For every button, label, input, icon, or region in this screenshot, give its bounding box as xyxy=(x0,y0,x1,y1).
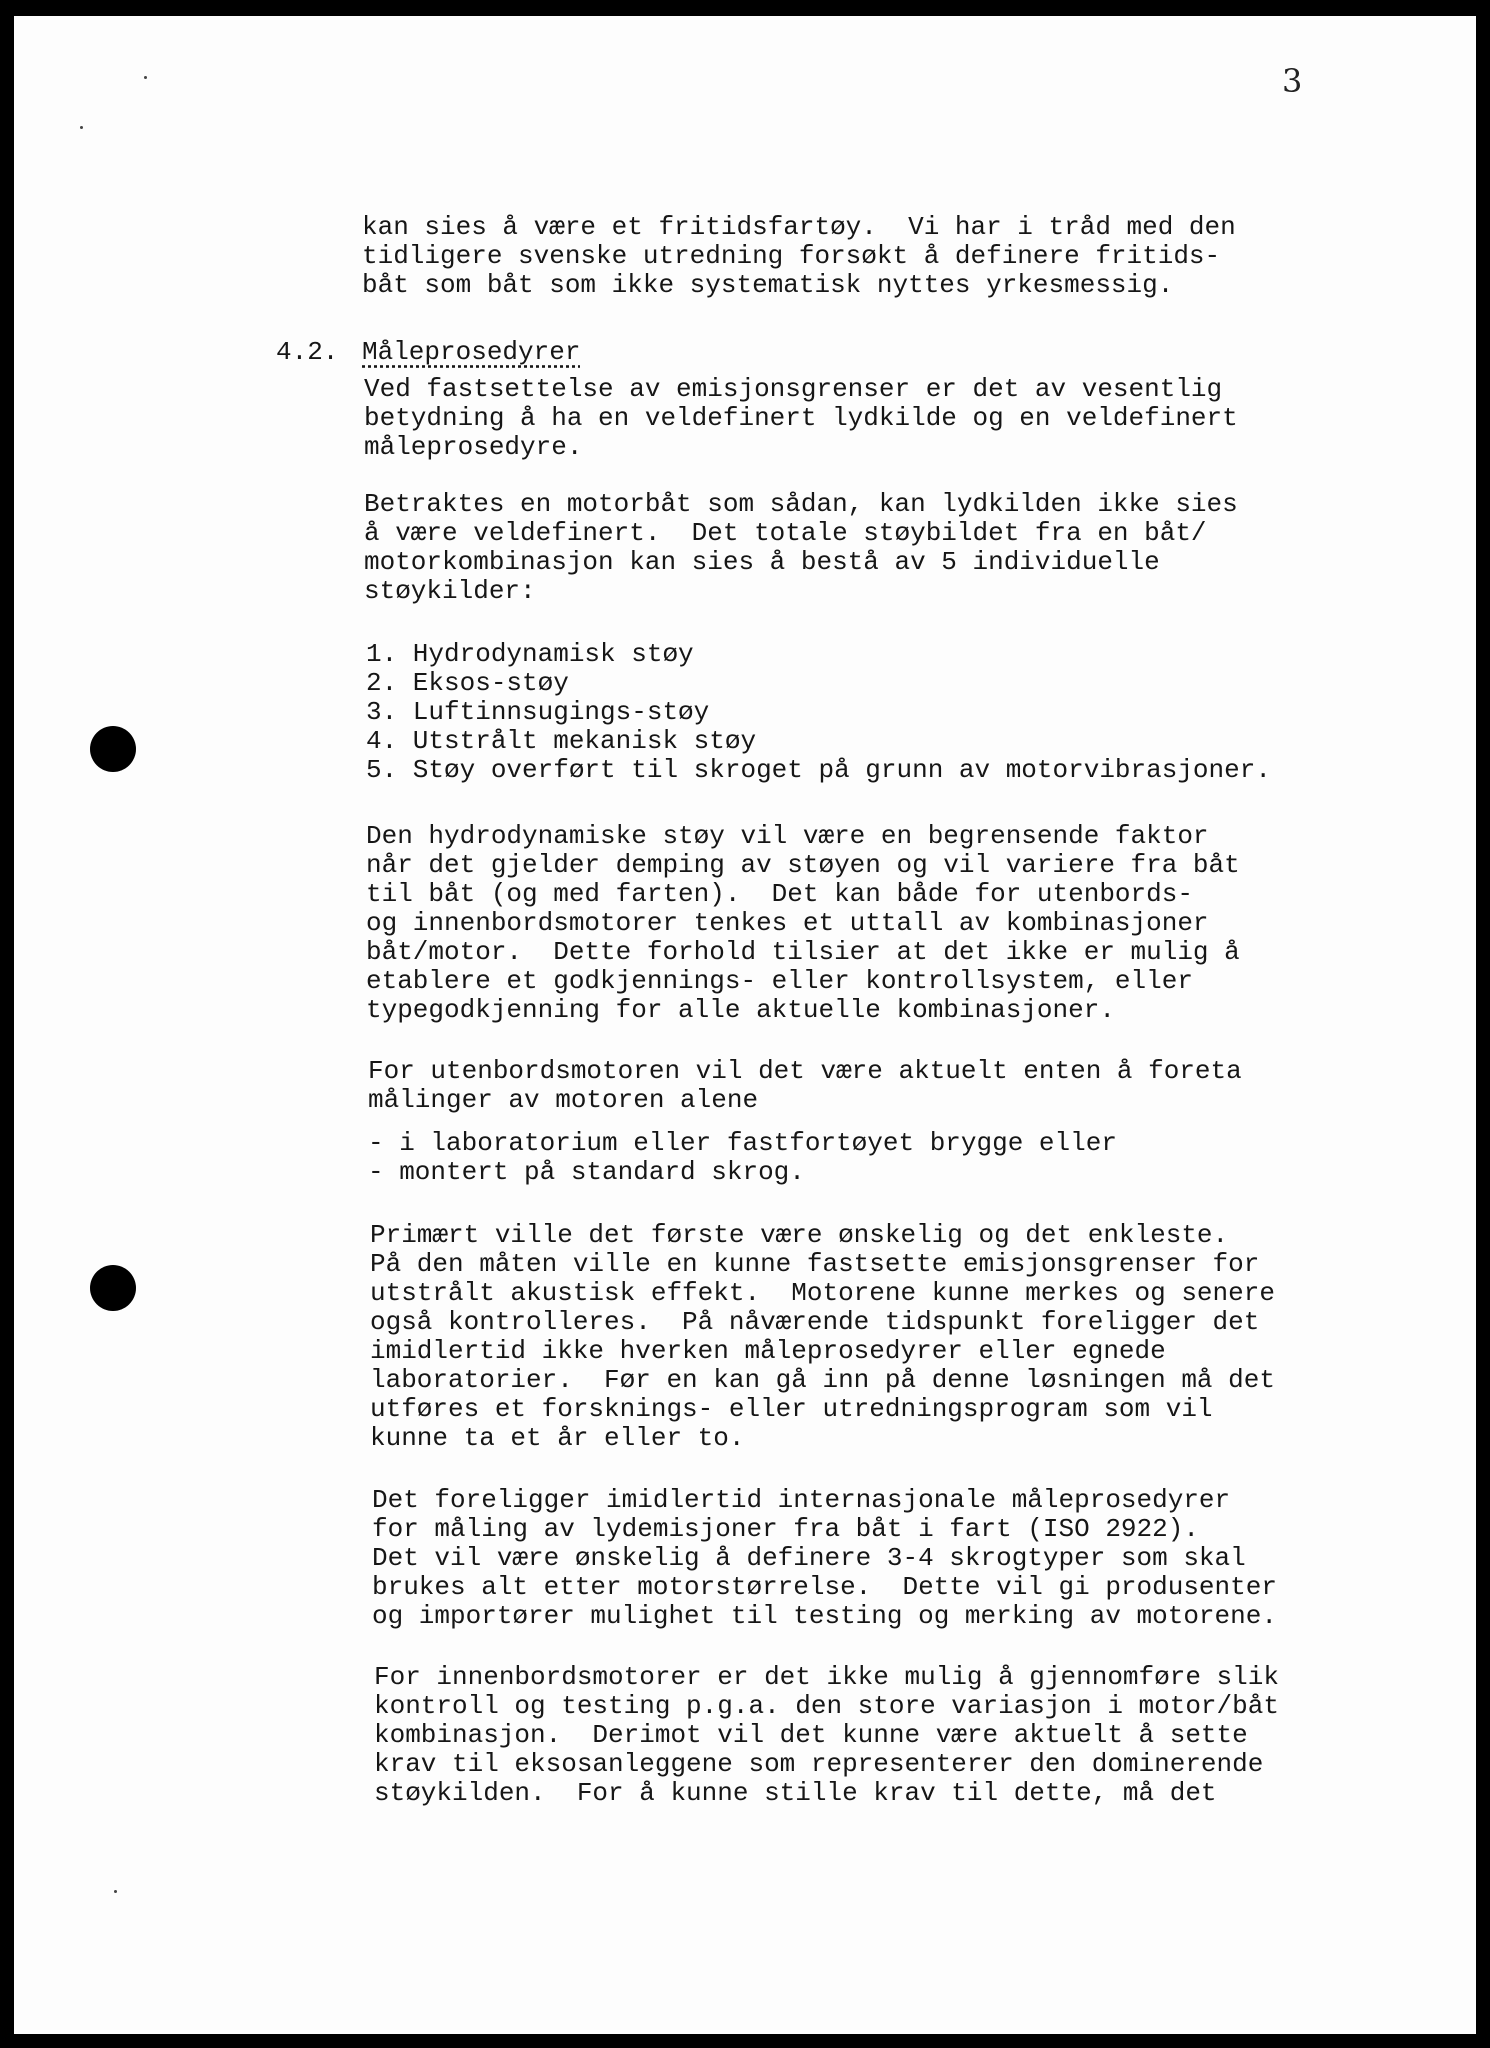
text-line: båt som båt som ikke systematisk nyttes yrkesmessig. xyxy=(362,270,1174,300)
text-line: båt/motor. Dette forhold tilsier at det ikke er mulig å xyxy=(366,937,1240,967)
text-line: betydning å ha en veldefinert lydkilde og en veldefinert xyxy=(364,403,1238,433)
text-line: målinger av motoren alene xyxy=(368,1085,759,1115)
text-line: For innenbordsmotorer er det ikke mulig å gjennomføre slik xyxy=(374,1662,1279,1692)
text-line: måleprosedyre. xyxy=(364,432,583,462)
page-number: 3 xyxy=(1282,62,1303,100)
document-page xyxy=(14,16,1476,2034)
text-line: utføres et forsknings- eller utredningsprogram som vil xyxy=(370,1394,1213,1424)
list-item: - i laboratorium eller fastfortøyet brygge eller xyxy=(368,1128,1117,1158)
text-line: Den hydrodynamiske støy vil være en begrensende faktor xyxy=(366,821,1209,851)
text-line: og importører mulighet til testing og merking av motorene. xyxy=(372,1601,1277,1631)
list-item: 4. Utstrålt mekanisk støy xyxy=(366,726,757,756)
text-line: krav til eksosanleggene som representerer den dominerende xyxy=(374,1749,1264,1779)
section-title: Måleprosedyrer xyxy=(362,337,581,367)
text-line: og innenbordsmotorer tenkes et uttall av kombinasjoner xyxy=(366,908,1209,938)
text-line: utstrålt akustisk effekt. Motorene kunne merkes og senere xyxy=(370,1278,1275,1308)
text-line: Ved fastsettelse av emisjonsgrenser er det av vesentlig xyxy=(364,374,1223,404)
text-line: støykilden. For å kunne stille krav til dette, må det xyxy=(374,1778,1217,1808)
text-line: Primært ville det første være ønskelig og det enkleste. xyxy=(370,1220,1229,1250)
text-line: tidligere svenske utredning forsøkt å definere fritids- xyxy=(362,241,1221,271)
text-line: imidlertid ikke hverken måleprosedyrer eller egnede xyxy=(370,1336,1166,1366)
scan-speck xyxy=(144,76,147,79)
punch-hole-upper xyxy=(90,726,136,772)
text-line: etablere et godkjennings- eller kontrollsystem, eller xyxy=(366,966,1193,996)
text-line: motorkombinasjon kan sies å bestå av 5 individuelle xyxy=(364,547,1160,577)
text-line: brukes alt etter motorstørrelse. Dette vil gi produsenter xyxy=(372,1572,1277,1602)
text-line: typegodkjenning for alle aktuelle kombinasjoner. xyxy=(366,995,1115,1025)
list-item: 5. Støy overført til skroget på grunn av motorvibrasjoner. xyxy=(366,755,1271,785)
scan-speck xyxy=(80,126,83,129)
scan-speck xyxy=(114,1890,117,1893)
section-number: 4.2. xyxy=(276,337,339,367)
list-item: 1. Hydrodynamisk støy xyxy=(366,639,694,669)
text-line: laboratorier. Før en kan gå inn på denne løsningen må det xyxy=(370,1365,1275,1395)
text-line: Betraktes en motorbåt som sådan, kan lydkilden ikke sies xyxy=(364,489,1238,519)
punch-hole-lower xyxy=(90,1265,136,1311)
text-line: støykilder: xyxy=(364,576,536,606)
list-item: - montert på standard skrog. xyxy=(368,1157,805,1187)
text-line: På den måten ville en kunne fastsette emisjonsgrenser for xyxy=(370,1249,1260,1279)
text-line: Det foreligger imidlertid internasjonale måleprosedyrer xyxy=(372,1485,1231,1515)
text-line: kan sies å være et fritidsfartøy. Vi har i tråd med den xyxy=(362,212,1236,242)
text-line: når det gjelder demping av støyen og vil variere fra båt xyxy=(366,850,1240,880)
text-line: til båt (og med farten). Det kan både for utenbords- xyxy=(366,879,1193,909)
text-line: også kontrolleres. På nåværende tidspunkt foreligger det xyxy=(370,1307,1260,1337)
text-line: for måling av lydemisjoner fra båt i fart (ISO 2922). xyxy=(372,1514,1199,1544)
text-line: For utenbordsmotoren vil det være aktuelt enten å foreta xyxy=(368,1056,1242,1086)
list-item: 3. Luftinnsugings-støy xyxy=(366,697,710,727)
text-line: å være veldefinert. Det totale støybildet fra en båt/ xyxy=(364,518,1207,548)
text-line: kombinasjon. Derimot vil det kunne være aktuelt å sette xyxy=(374,1720,1248,1750)
list-item: 2. Eksos-støy xyxy=(366,668,569,698)
text-line: kunne ta et år eller to. xyxy=(370,1423,745,1453)
text-line: kontroll og testing p.g.a. den store variasjon i motor/båt xyxy=(374,1691,1279,1721)
text-line: Det vil være ønskelig å definere 3-4 skrogtyper som skal xyxy=(372,1543,1246,1573)
